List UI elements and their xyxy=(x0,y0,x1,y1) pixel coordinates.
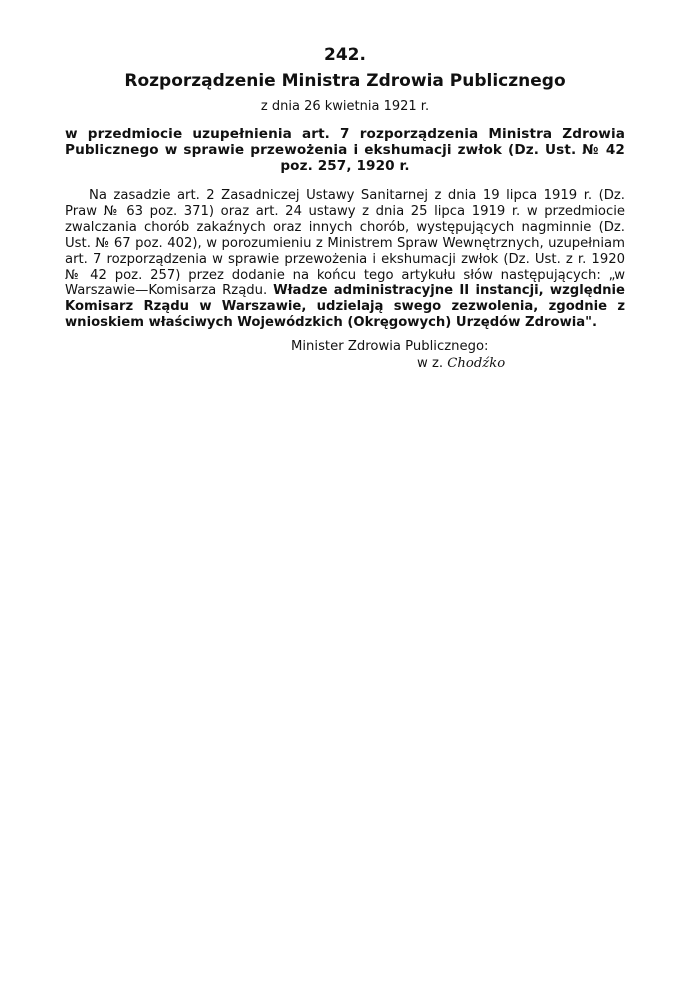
signature-name: Chodźko xyxy=(447,356,506,372)
regulation-date: z dnia 26 kwietnia 1921 r. xyxy=(260,99,430,114)
body-text-bold: Władze administracyjne II instancji, względnie Komisarz Rządu w Warszawie, udzielają swego zezwolenia, zgodnie z wnioskiem właściwych Wojewódzkich (Okręgowych) Urzędów Zdrowia". xyxy=(65,283,625,331)
signature-line xyxy=(65,355,625,372)
signature-prefix: w z. xyxy=(417,356,444,372)
regulation-number: 242. xyxy=(324,45,366,65)
signature-title: Minister Zdrowia Publicznego: xyxy=(291,339,489,355)
regulation-title: Rozporządzenie Ministra Zdrowia Publicznego xyxy=(124,71,566,91)
document-page xyxy=(65,44,625,372)
regulation-subject: w przedmiocie uzupełnienia art. 7 rozporządzenia Ministra Zdrowia Publicznego w sprawie przewożenia i ekshumacji zwłok (Dz. Ust. № 42 poz. 257, 1920 r. xyxy=(65,126,625,174)
regulation-body xyxy=(65,188,625,331)
body-text: Na zasadzie art. 2 Zasadniczej Ustawy Sanitarnej z dnia 19 lipca 1919 r. (Dz. Praw № 63 poz. 371) oraz art. 24 ustawy z dnia 25 lipca 1919 r. w przedmiocie zwalczania chorób zakaźnych oraz innych chorób, występujących nagminnie (Dz. Ust. № 67 poz. 402), w porozumieniu z Ministrem Spraw Wewnętrznych, uzupełniam art. 7 rozporządzenia w sprawie przewożenia i ekshumacji zwłok (Dz. Ust. z r. 1920 № 42 poz. 257) przez dodanie na końcu tego artykułu słów następujących: „w Warszawie—Komisarza Rządu. xyxy=(65,188,625,299)
